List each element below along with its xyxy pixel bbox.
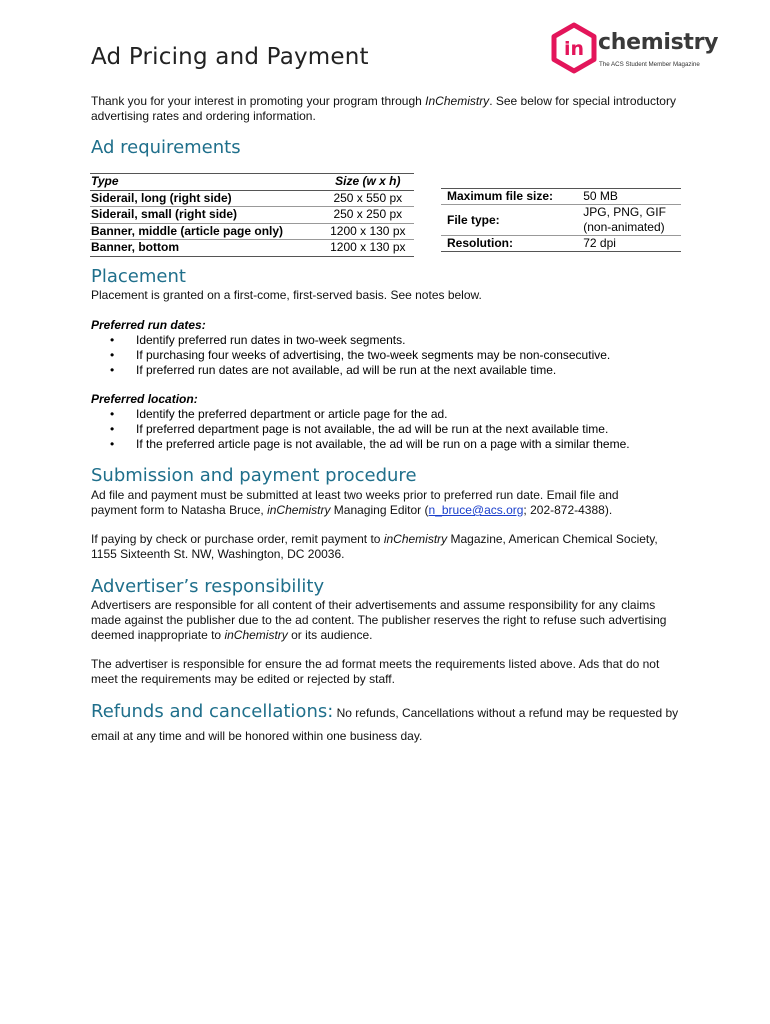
column-header-type: Type	[90, 174, 322, 191]
file-specs-table	[441, 188, 681, 252]
advertiser-heading: Advertiser’s responsibility	[91, 576, 325, 597]
location-subheading: Preferred location:	[91, 392, 198, 406]
logo-mark-text: in	[563, 38, 585, 60]
ad-requirements-heading: Ad requirements	[91, 137, 241, 158]
submission-heading: Submission and payment procedure	[91, 465, 417, 486]
list-item: • If preferred department page is not available, the ad will be run at the next available time.	[110, 422, 609, 436]
ad-sizes-table	[90, 173, 414, 257]
table-row	[441, 205, 681, 236]
run-dates-subheading: Preferred run dates:	[91, 318, 206, 332]
submission-paragraph-2: If paying by check or purchase order, remit payment to inChemistry Magazine, American Chemical Society, 1155 Sixteenth St. NW, Washington, DC 20036.	[91, 532, 658, 561]
placement-intro: Placement is granted on a first-come, first-served basis. See notes below.	[91, 288, 482, 302]
table-row	[90, 240, 414, 257]
spec-value-cell: 72 dpi	[571, 236, 681, 252]
bullet-icon: •	[110, 437, 115, 451]
list-item: • Identify preferred run dates in two-week segments.	[110, 333, 406, 347]
ad-type-cell: Banner, middle (article page only)	[90, 223, 322, 240]
advertiser-paragraph-2: The advertiser is responsible for ensure the ad format meets the requirements listed above. Ads that do not meet the requirements may be edited or rejected by staff.	[91, 657, 660, 686]
ad-type-cell: Banner, bottom	[90, 240, 322, 257]
bullet-icon: •	[110, 333, 115, 347]
bullet-icon: •	[110, 422, 115, 436]
ad-size-cell: 1200 x 130 px	[322, 223, 414, 240]
spec-value-cell: 50 MB	[571, 189, 681, 205]
list-item: • If preferred run dates are not available, ad will be run at the next available time.	[110, 363, 557, 377]
table-row	[441, 236, 681, 252]
spec-value-cell: JPG, PNG, GIF (non-animated)	[571, 205, 681, 236]
table-header-row	[90, 174, 414, 191]
refunds-heading: Refunds and cancellations:	[91, 701, 334, 722]
list-item: • If purchasing four weeks of advertising, the two-week segments may be non-consecutive.	[110, 348, 611, 362]
bullet-icon: •	[110, 407, 115, 421]
bullet-icon: •	[110, 348, 115, 362]
list-item: • If the preferred article page is not available, the ad will be run on a page with a similar theme.	[110, 437, 630, 451]
list-item: • Identify the preferred department or article page for the ad.	[110, 407, 448, 421]
table-row	[441, 189, 681, 205]
refunds-section	[91, 701, 691, 747]
ad-type-cell: Siderail, small (right side)	[90, 207, 322, 224]
submission-paragraph-1: Ad file and payment must be submitted at least two weeks prior to preferred run date. Email file and payment form to Natasha Bruce, inChemistry Managing Editor (n_bruce@acs.org; 202-872-4388).	[91, 488, 619, 517]
table-row	[90, 223, 414, 240]
ad-size-cell: 250 x 550 px	[322, 190, 414, 207]
ad-type-cell: Siderail, long (right side)	[90, 190, 322, 207]
run-dates-list	[91, 333, 610, 378]
logo-tagline: The ACS Student Member Magazine	[599, 61, 700, 68]
table-row	[90, 207, 414, 224]
column-header-size: Size (w x h)	[322, 174, 414, 191]
email-link[interactable]: n_bruce@acs.org	[428, 503, 524, 517]
logo-wordmark: chemistry	[598, 30, 719, 55]
bullet-icon: •	[110, 363, 115, 377]
page-title: Ad Pricing and Payment	[91, 44, 369, 70]
inchemistry-logo	[550, 22, 719, 74]
location-list	[91, 407, 630, 452]
ad-size-cell: 250 x 250 px	[322, 207, 414, 224]
hexagon-logo-icon	[550, 22, 598, 74]
refunds-text: No refunds, Cancellations without a refund may be requested by email at any time and will be honored within one business day.	[91, 706, 679, 743]
spec-label-cell: Resolution:	[441, 236, 571, 252]
ad-size-cell: 1200 x 130 px	[322, 240, 414, 257]
intro-paragraph: Thank you for your interest in promoting your program through InChemistry. See below for special introductory advertising rates and ordering information.	[91, 94, 676, 123]
table-row	[90, 190, 414, 207]
advertiser-paragraph-1: Advertisers are responsible for all content of their advertisements and assume responsibility for any claims made against the publisher due to the ad content. The publisher reserves the right to refuse such advertising deemed inappropriate to inChemistry or its audience.	[91, 598, 667, 642]
spec-label-cell: File type:	[441, 205, 571, 236]
placement-heading: Placement	[91, 266, 186, 287]
spec-label-cell: Maximum file size:	[441, 189, 571, 205]
